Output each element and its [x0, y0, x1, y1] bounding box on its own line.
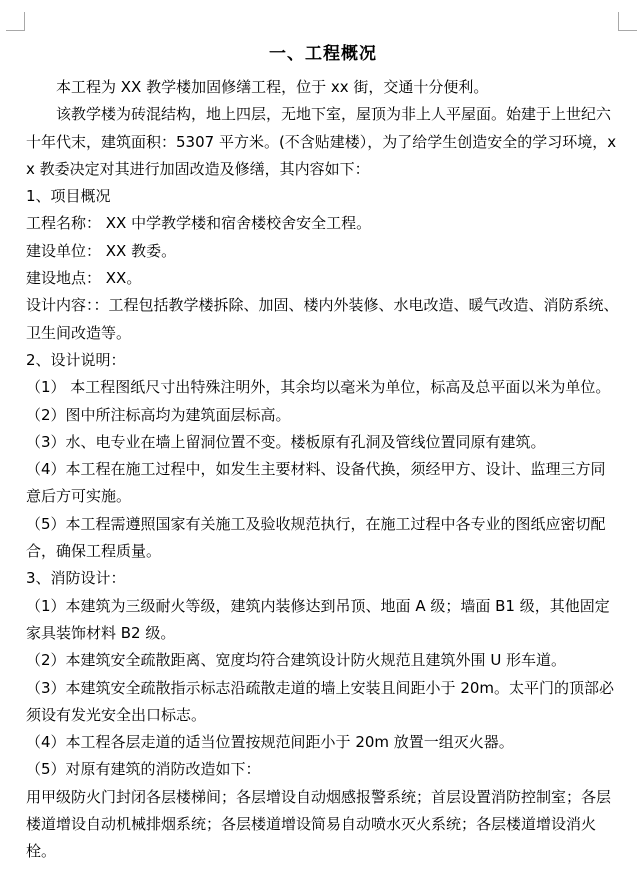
- project-name-line: 工程名称： XX 中学教学楼和宿舍楼校舍安全工程。: [26, 214, 372, 233]
- fire-note-4: （4）本工程各层走道的适当位置按规范间距小于 20m 放置一组灭火器。: [26, 733, 514, 752]
- section-heading-fire-design: 3、消防设计：: [26, 569, 126, 588]
- design-note-1: （1） 本工程图纸尺寸出特殊注明外，其余均以毫米为单位，标高及总平面以米为单位。: [26, 378, 611, 397]
- section-heading-design-notes: 2、设计说明：: [26, 350, 126, 369]
- design-note-3: （3）水、电专业在墙上留洞位置不变。楼板原有孔洞及管线位置同原有建筑。: [26, 432, 546, 451]
- design-note-4: （4）本工程在施工过程中，如发生主要材料、设备代换，须经甲方、设计、监理三方同意后方可实施。: [26, 460, 606, 506]
- design-note-2: （2）图中所注标高均为建筑面层标高。: [26, 405, 291, 424]
- document-body: [26, 40, 620, 866]
- fire-note-3: （3）本建筑安全疏散指示标志沿疏散走道的墙上安装且间距小于 20m。太平门的顶部必须设有发光安全出口标志。: [26, 678, 615, 724]
- paragraph-intro: 本工程为 XX 教学楼加固修缮工程，位于 xx 街，交通十分便利。: [56, 78, 489, 96]
- crop-mark-top-left: [6, 12, 25, 31]
- design-content-line: 设计内容：：工程包括教学楼拆除、加固、楼内外装修、水电改造、暖气改造、消防系统、卫生间改造等。: [26, 296, 619, 342]
- crop-mark-top-right: [618, 12, 637, 31]
- fire-note-5: （5）对原有建筑的消防改造如下：: [26, 760, 261, 779]
- fire-note-2: （2）本建筑安全疏散距离、宽度均符合建筑设计防火规范且建筑外围 U 形车道。: [26, 651, 567, 670]
- paragraph-description: 该教学楼为砖混结构，地上四层，无地下室，屋顶为非上人平屋面。始建于上世纪六十年代末，建筑面积：5307 平方米。(不含贴建楼），为了给学生创造安全的学习环境，xx 教委决定对其进行加固改造及修缮，其内容如下：: [26, 105, 617, 178]
- fire-note-1: （1）本建筑为三级耐火等级，建筑内装修达到吊顶、地面 A 级；墙面 B1 级，其他固定家具装饰材料 B2 级。: [26, 596, 610, 642]
- page-title: 一、工程概况: [269, 44, 377, 64]
- design-note-5: （5）本工程需遵照国家有关施工及验收规范执行，在施工过程中各专业的图纸应密切配合，确保工程质量。: [26, 514, 606, 561]
- section-heading-project-overview: 1、项目概况: [26, 187, 111, 206]
- construction-location-line: 建设地点： XX。: [26, 269, 142, 288]
- fire-retrofit-details: 用甲级防火门封闭各层楼梯间；各层增设自动烟感报警系统；首层设置消防控制室；各层楼道增设自动机械排烟系统；各层楼道增设简易自动喷水灭火系统；各层楼道增设消火栓。: [26, 787, 612, 861]
- construction-unit-line: 建设单位： XX 教委。: [26, 241, 177, 260]
